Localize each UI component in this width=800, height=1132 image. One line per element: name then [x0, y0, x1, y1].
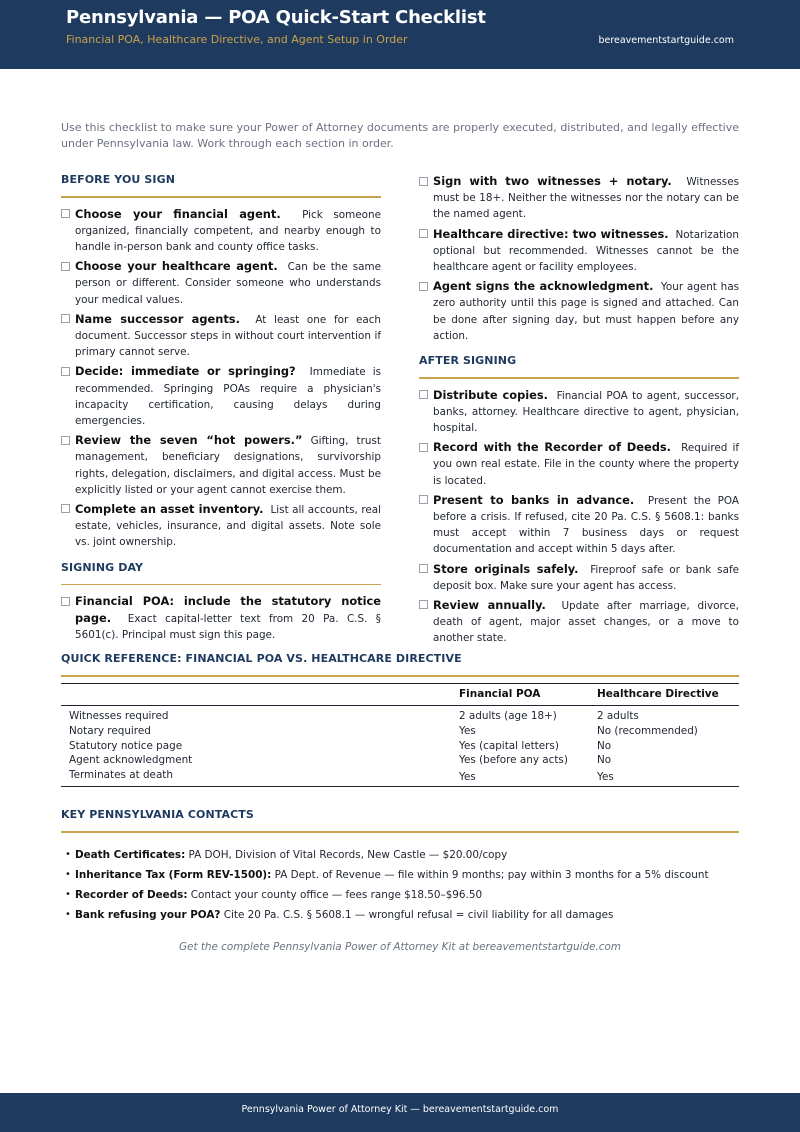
item-text: Can be the same person or different. Consider someone who understands your medical values. [75, 261, 382, 306]
checkbox[interactable] [419, 229, 428, 238]
list-item [61, 865, 739, 885]
checklist-item [419, 278, 739, 344]
contact-label: Bank refusing your POA? [75, 908, 221, 921]
checkbox[interactable] [419, 177, 428, 186]
item-label: Present to banks in advance. [433, 492, 635, 507]
checklist-item [61, 432, 381, 498]
checkbox[interactable] [419, 390, 428, 399]
item-label: Distribute copies. [433, 387, 548, 402]
checklist-item [61, 363, 381, 429]
item-label: Sign with two witnesses + notary. [433, 174, 672, 188]
checkbox[interactable] [61, 209, 70, 218]
table-cell: 2 adults [597, 710, 639, 722]
table-cell: Statutory notice page [69, 739, 183, 752]
contact-text: PA Dept. of Revenue — file within 9 months; pay within 3 months for a 5% discount [274, 868, 709, 881]
table-row [61, 709, 739, 724]
table-cell: No (recommended) [597, 724, 698, 737]
checklist-item [419, 439, 739, 489]
document-title: Pennsylvania — POA Quick-Start Checklist [66, 7, 486, 28]
item-label: Review the seven “hot powers.” [75, 433, 303, 448]
section-divider [61, 675, 739, 677]
table-cell: Agent acknowledgment [69, 754, 193, 767]
item-label: Agent signs the acknowledgment. [433, 279, 654, 294]
page-footer [0, 1093, 800, 1132]
item-text: Fireproof safe or bank safe deposit box. Make sure your agent has access. [433, 563, 739, 592]
item-label: Healthcare directive: two witnesses. [433, 226, 669, 241]
section-title-signing-day: SIGNING DAY [61, 560, 144, 574]
table-cell: Terminates at death [61, 768, 459, 786]
item-label: Record with the Recorder of Deeds. [433, 440, 671, 455]
checklist-item [419, 226, 739, 276]
item-text: Your agent has zero authority until this page is signed and attached. Can be done after signing day, but must happen before any action. [433, 281, 739, 342]
section-divider [61, 584, 381, 586]
checkbox[interactable] [61, 262, 70, 271]
item-label: Choose your healthcare agent. [75, 259, 278, 274]
item-label: Store originals safely. [433, 561, 579, 576]
table-cell: Yes (before any acts) [459, 754, 568, 767]
contacts-section [61, 808, 739, 925]
checkbox[interactable] [419, 495, 428, 504]
table-header-row [61, 683, 739, 705]
item-text: Financial POA to agent, successor, banks, attorney. Healthcare directive to agent, physician, hospital. [433, 389, 739, 434]
table-cell: Yes [459, 768, 597, 786]
table-cell: Notary required [69, 724, 151, 737]
checklist-item [419, 173, 739, 223]
table-cell: Yes (capital letters) [459, 739, 559, 752]
item-text: Gifting, trust management, beneficiary designations, survivorship rights, delegation, disclaimers, and digital access. Must be explicitly listed or your agent cannot exercise them. [75, 435, 381, 496]
table-cell: 2 adults (age 18+) [459, 710, 557, 722]
contact-text: Cite 20 Pa. C.S. § 5608.1 — wrongful refusal = civil liability for all damages [223, 908, 614, 921]
checkbox[interactable] [419, 600, 428, 609]
checkbox[interactable] [61, 314, 70, 323]
checklist-item [419, 597, 739, 647]
section-title-before-you-sign: BEFORE YOU SIGN [61, 173, 176, 186]
item-text: Required if you own real estate. File in the county where the property is located. [433, 442, 740, 487]
list-item [61, 885, 739, 905]
table-cell: No [597, 739, 612, 752]
item-text: Immediate is recommended. Springing POAs require a physician's incapacity certification, causing delays during emergencies. [75, 366, 382, 427]
contacts-list [61, 845, 739, 925]
section-divider [61, 831, 739, 833]
comparison-table [61, 683, 739, 787]
item-text: At least one for each document. Successor steps in without court intervention if primary cannot serve. [75, 313, 382, 359]
contact-label: Death Certificates: [75, 848, 186, 861]
checkbox[interactable] [61, 436, 70, 445]
contact-label: Recorder of Deeds: [75, 888, 188, 901]
item-text: Present the POA before a crisis. If refused, cite 20 Pa. C.S. § 5608.1: banks must accept within 7 business days or request documentation and accept within 5 days after. [433, 494, 739, 556]
right-column [419, 173, 739, 650]
checkbox[interactable] [419, 564, 428, 573]
item-text: Notarization optional but recommended. Witnesses cannot be the healthcare agent or facility employees. [433, 228, 739, 274]
checkbox[interactable] [61, 597, 70, 606]
table-header-cell [61, 683, 459, 705]
table-row [61, 753, 739, 768]
section-divider [61, 196, 381, 198]
left-column [61, 173, 381, 647]
table-row [61, 739, 739, 754]
table-cell: No [597, 754, 612, 767]
checklist-item [419, 492, 739, 558]
checkbox[interactable] [61, 367, 70, 376]
checklist-item [419, 561, 739, 594]
contact-text: PA DOH, Division of Vital Records, New Castle — $20.00/copy [188, 848, 508, 861]
section-title-contacts: KEY PENNSYLVANIA CONTACTS [61, 808, 254, 821]
item-label: Decide: immediate or springing? [75, 364, 296, 379]
item-text: Update after marriage, divorce, death of agent, major asset changes, or a move to another state. [433, 599, 739, 645]
item-text: Exact capital-letter text from 20 Pa. C.S. § 5601(c). Principal must sign this page. [75, 613, 381, 642]
section-title-after-signing: AFTER SIGNING [419, 354, 517, 368]
item-label: Complete an asset inventory. [75, 501, 264, 516]
contact-text: Contact your county office — fees range $18.50–$96.50 [190, 888, 483, 901]
call-to-action: Get the complete Pennsylvania Power of Attorney Kit at bereavementstartguide.com [179, 941, 621, 953]
checkbox[interactable] [419, 443, 428, 452]
table-header-cell: Financial POA [459, 688, 541, 700]
table-cell: Yes [597, 768, 739, 786]
table-header-cell: Healthcare Directive [597, 688, 719, 700]
table-cell: Witnesses required [69, 710, 169, 722]
item-text: Pick someone organized, financially competent, and nearby enough to handle in-person bank and county office tasks. [75, 208, 382, 253]
item-text: Witnesses must be 18+. Neither the witnesses nor the notary can be the named agent. [433, 176, 740, 221]
contact-label: Inheritance Tax (Form REV-1500): [75, 868, 272, 881]
item-label: Financial POA: include the statutory notice page. [75, 594, 381, 626]
document-subtitle: Financial POA, Healthcare Directive, and Agent Setup in Order [66, 33, 408, 46]
checklist-item [61, 311, 381, 361]
checklist-item [61, 258, 381, 308]
item-label: Review annually. [433, 597, 546, 612]
table-row [61, 724, 739, 739]
table-cell: Yes [459, 724, 476, 737]
footer-text: Pennsylvania Power of Attorney Kit — bereavementstartguide.com [241, 1104, 559, 1115]
header-site-link[interactable]: bereavementstartguide.com [598, 35, 734, 46]
section-title-quick-reference: QUICK REFERENCE: FINANCIAL POA VS. HEALTHCARE DIRECTIVE [61, 652, 462, 665]
item-label: Choose your financial agent. [75, 206, 281, 221]
item-label: Name successor agents. [75, 311, 240, 326]
section-divider [419, 377, 739, 379]
checklist-item [419, 387, 739, 437]
checkbox[interactable] [419, 282, 428, 291]
checklist-item [61, 501, 381, 551]
quick-reference-section [61, 652, 739, 787]
list-item [61, 845, 739, 865]
page-header [0, 0, 800, 69]
checklist-item [61, 593, 381, 644]
intro-paragraph: Use this checklist to make sure your Power of Attorney documents are properly executed, distributed, and legally effective under Pennsylvania law. Work through each section in order. [61, 121, 739, 150]
table-row [61, 768, 739, 786]
checkbox[interactable] [61, 504, 70, 513]
list-item [61, 905, 739, 925]
checklist-item [61, 206, 381, 256]
item-text: List all accounts, real estate, vehicles, insurance, and digital assets. Note sole vs. joint ownership. [75, 503, 382, 549]
